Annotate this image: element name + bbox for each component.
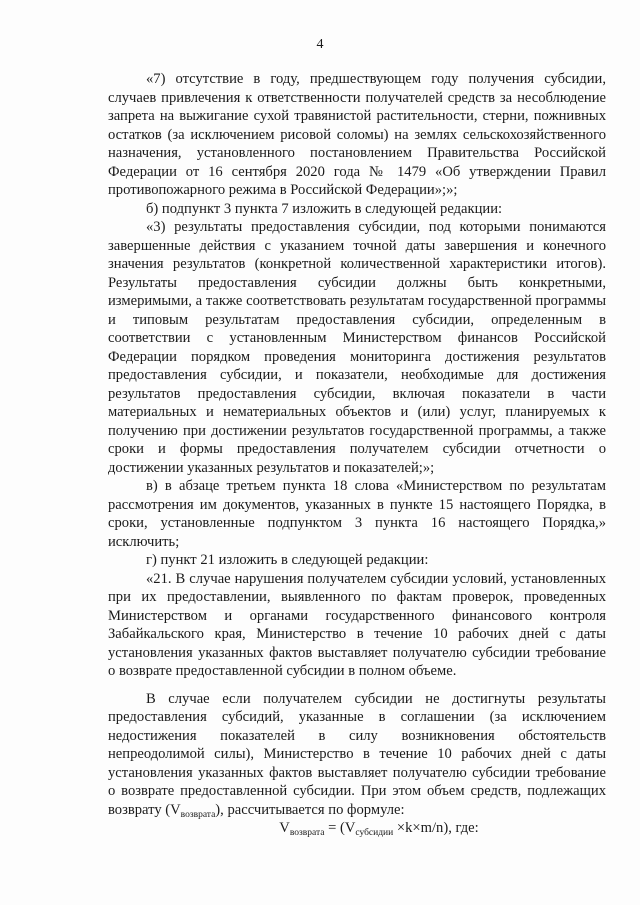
paragraph-subitem-v: в) в абзаце третьем пункта 18 слова «Министерством по результатам рассмотрения им документов, указанных в пункте 15 настоящего Порядка, в сроки, установленные подпунктом 3 пункта 16 настоящего Порядка,» исключить; [108,478,606,550]
document-body [108,70,606,819]
paragraph-item-3-results: «3) результаты предоставления субсидии, под которыми понимаются завершенные действия с указанием точной даты завершения и конечного значения результатов (конкретной количественной характеристики итогов). Результаты предоставления субсидии должны быть конкретными, измеримыми, а также соответствовать результатам государственной программы и типовым результатам предоставления субсидии, определенным в соответствии с установленным Министерством финансов Российской Федерации порядком проведения мониторинга достижения результатов предоставления субсидии, и показатели, необходимые для достижения результатов предоставления субсидии, включая показатели в части материальных и нематериальных объектов и (или) услуг, планируемых к получению при достижении результатов государственной программы, а также сроки и формы предоставления получателем субсидии отчетности о достижении указанных результатов и показателей;»; [108,219,606,476]
paragraph-item-21: «21. В случае нарушения получателем субсидии условий, установленных при их предоставлении, выявленного по фактам проверок, проведенных Министерством и органами государственного финансового контроля Забайкальского края, Министерство в течение 10 рабочих дней с даты установления указанных фактов выставляет получателю субсидии требование о возврате предоставленной субсидии в полном объеме. [108,570,606,679]
paragraph-item-7: «7) отсутствие в году, предшествующем году получения субсидии, случаев привлечения к ответственности получателей средств за несоблюдение запрета на выжигание сухой травянистой растительности, стерни, пожнивных остатков (за исключением рисовой соломы) на землях сельскохозяйственного назначения, установленного постановлением Правительства Российской Федерации от 16 сентября 2020 года № 1479 «Об утверждении Правил противопожарного режима в Российской Федерации»;»; [108,71,606,198]
paragraph-subitem-g: г) пункт 21 изложить в следующей редакции: [146,552,429,568]
page-number: 4 [316,37,324,52]
refund-formula: $V_{возврата} = (V_{субсидии} \times k\times m/n)$, где: [279,820,479,838]
paragraph-subitem-b: б) подпункт 3 пункта 7 изложить в следующей редакции: [146,200,503,217]
paragraph-refund-conditions: В случае если получателем субсидии не достигнуты результаты предоставления субсидий, указанные в соглашении (за исключением недостижения показателей в силу возникновения обстоятельств непреодолимой силы), Министерство в течение 10 рабочих дней с даты установления указанных фактов выставляет получателю субсидии требование о возврате предоставленной субсидии. При этом объем средств, подлежащих возврату $(V_{возврата})$, рассчитывается по формуле: [108,690,606,820]
